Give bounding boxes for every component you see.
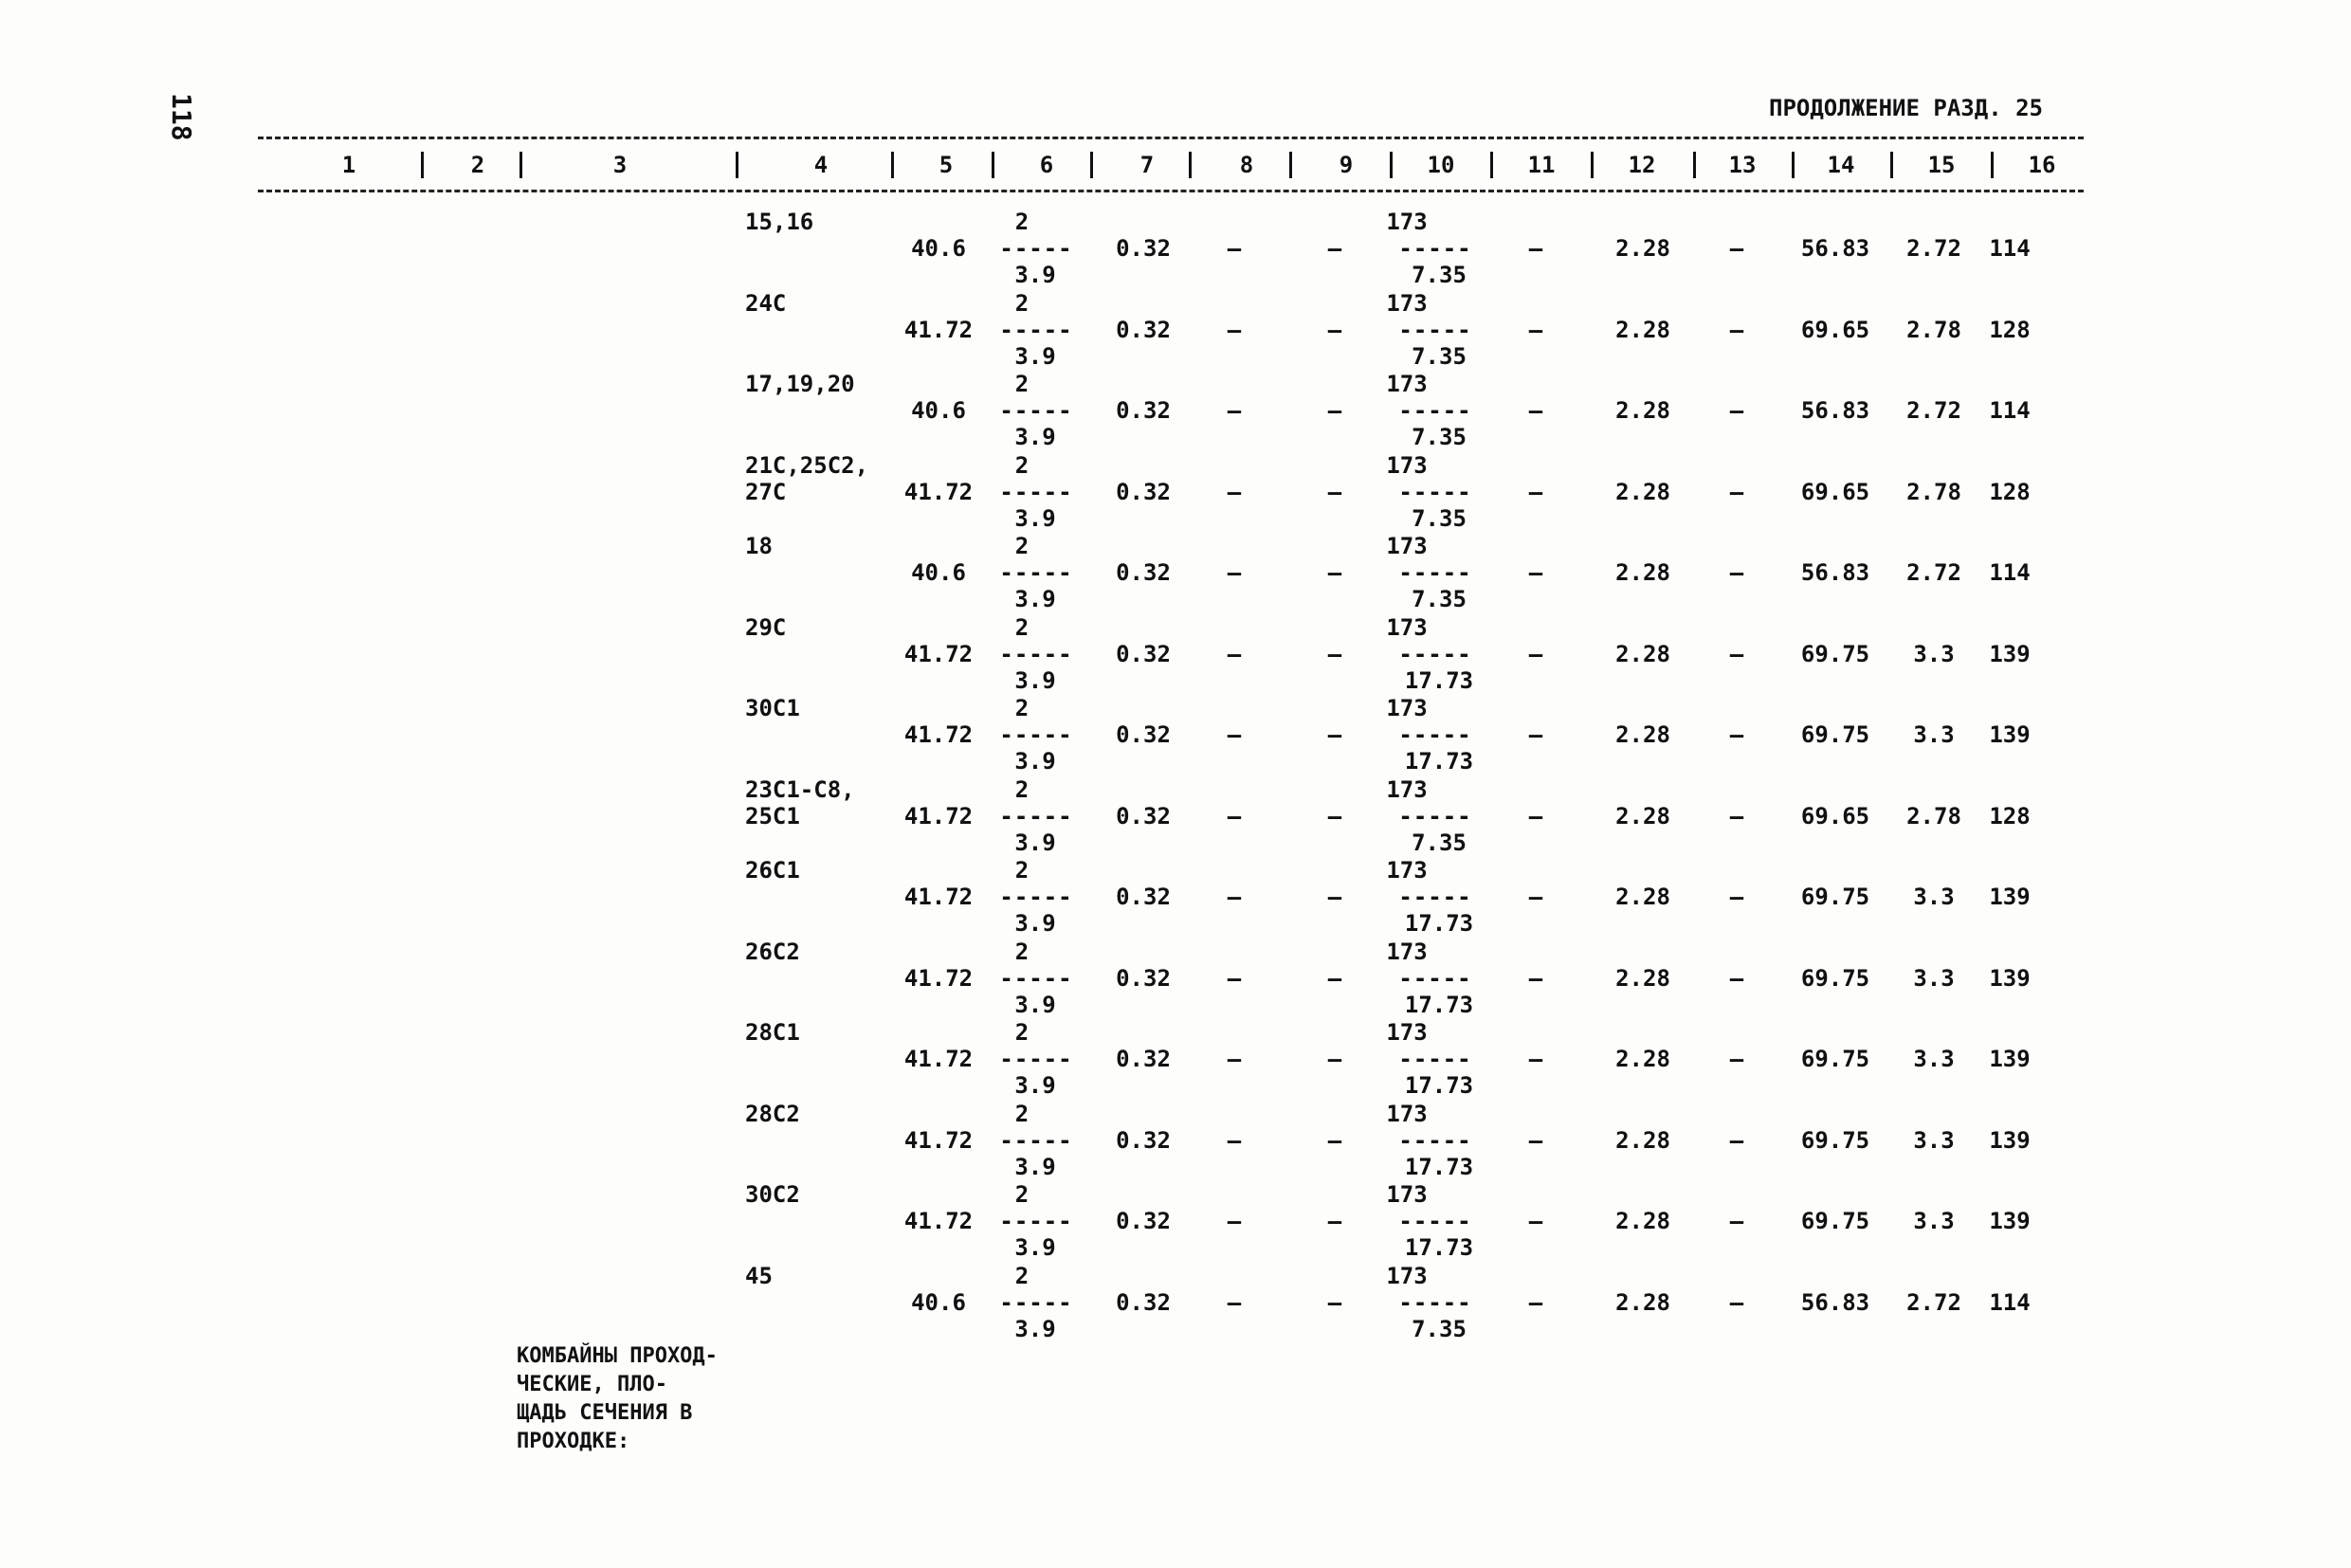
cell-col-13: – [1729,478,1744,505]
cell-col-5: 41.72 [903,884,974,910]
designation: 24C [745,289,787,317]
cell-col-6-fraction-bar: ----- [999,559,1073,586]
designation: 27C [745,478,787,505]
cell-col-8: – [1227,316,1242,343]
cell-col-7: 0.32 [1116,397,1171,424]
cell-col-6-fraction-bar: ----- [999,1208,1073,1234]
cell-col-11: – [1528,964,1543,992]
designation: 18 [745,533,773,559]
cell-col-13: – [1729,640,1744,667]
designation: 25C1 [745,802,800,830]
cell-col-9: – [1327,640,1342,667]
cell-col-10-denominator: 17.73 [1404,748,1474,775]
footnote-line: КОМБАЙНЫ ПРОХОД- [517,1344,718,1368]
cell-col-10-fraction-bar: ----- [1398,1046,1472,1072]
cell-col-7: 0.32 [1116,884,1171,910]
cell-col-14: 69.75 [1800,640,1870,667]
designation: 28C2 [745,1100,800,1127]
cell-col-8: – [1227,1126,1242,1154]
cell-col-8: – [1227,397,1242,424]
cell-col-10-numerator: 173 [1386,695,1428,721]
cell-col-12: 2.28 [1615,802,1670,830]
cell-col-7: 0.32 [1116,721,1171,748]
cell-col-10-denominator: 17.73 [1404,1234,1474,1261]
cell-col-13: – [1729,802,1744,830]
cell-col-13: – [1729,316,1744,343]
cell-col-11: – [1528,1208,1543,1234]
cell-col-6-fraction-bar: ----- [999,397,1073,424]
cell-col-13: – [1729,884,1744,910]
cell-col-6-numerator: 2 [1014,1100,1030,1127]
cell-col-7: 0.32 [1116,802,1171,830]
cell-col-6-denominator: 3.9 [1014,504,1056,532]
cell-col-6-numerator: 2 [1014,857,1030,884]
column-header-4: 4 [813,152,829,178]
designation: 45 [745,1262,773,1289]
cell-col-10-denominator: 17.73 [1404,666,1474,694]
cell-col-10-fraction-bar: ----- [1398,802,1472,830]
cell-col-15: 2.72 [1906,559,1961,586]
cell-col-8: – [1227,802,1242,830]
cell-col-6-numerator: 2 [1014,695,1030,721]
column-header-13: 13 [1728,152,1757,178]
cell-col-14: 69.75 [1800,1126,1870,1154]
cell-col-7: 0.32 [1116,316,1171,343]
cell-col-16: 139 [1989,964,2031,992]
cell-col-7: 0.32 [1116,1126,1171,1154]
cell-col-8: – [1227,1288,1242,1316]
cell-col-6-fraction-bar: ----- [999,884,1073,910]
designation: 28C1 [745,1019,800,1046]
cell-col-6-numerator: 2 [1014,938,1030,965]
cell-col-15: 2.78 [1906,316,1961,343]
cell-col-16: 128 [1989,802,2031,830]
cell-col-12: 2.28 [1615,1126,1670,1154]
cell-col-6-fraction-bar: ----- [999,478,1073,505]
cell-col-11: – [1528,397,1543,424]
cell-col-9: – [1327,802,1342,830]
cell-col-12: 2.28 [1615,559,1670,586]
cell-col-16: 139 [1989,884,2031,910]
cell-col-16: 114 [1989,235,2031,262]
cell-col-6-numerator: 2 [1014,209,1030,235]
cell-col-14: 69.75 [1800,721,1870,748]
cell-col-6-denominator: 3.9 [1014,748,1056,775]
cell-col-9: – [1327,1288,1342,1316]
designation: 23C1-C8, [745,775,855,803]
cell-col-6-numerator: 2 [1014,533,1030,559]
cell-col-5: 41.72 [903,964,974,992]
designation: 30C2 [745,1181,800,1208]
cell-col-14: 56.83 [1800,1288,1870,1316]
cell-col-11: – [1528,316,1543,343]
cell-col-10-numerator: 173 [1386,1262,1428,1289]
cell-col-10-fraction-bar: ----- [1398,235,1472,262]
cell-col-6-numerator: 2 [1014,289,1030,317]
column-header-1: 1 [341,152,356,178]
cell-col-5: 40.6 [911,559,966,586]
cell-col-6-numerator: 2 [1014,451,1030,479]
column-header-6: 6 [1039,152,1054,178]
cell-col-6-denominator: 3.9 [1014,1315,1056,1342]
cell-col-10-numerator: 173 [1386,533,1428,559]
column-header-7: 7 [1139,152,1155,178]
cell-col-11: – [1528,478,1543,505]
cell-col-15: 2.78 [1906,478,1961,505]
cell-col-5: 41.72 [903,1126,974,1154]
cell-col-13: – [1729,397,1744,424]
cell-col-10-denominator: 17.73 [1404,910,1474,937]
cell-col-7: 0.32 [1116,1288,1171,1316]
cell-col-10-denominator: 7.35 [1412,262,1467,288]
cell-col-8: – [1227,884,1242,910]
cell-col-12: 2.28 [1615,964,1670,992]
cell-col-5: 41.72 [903,1046,974,1072]
column-header-16: 16 [2028,152,2056,178]
cell-col-12: 2.28 [1615,478,1670,505]
cell-col-11: – [1528,721,1543,748]
cell-col-6-denominator: 3.9 [1014,262,1056,288]
cell-col-16: 139 [1989,1126,2031,1154]
cell-col-13: – [1729,559,1744,586]
designation: 29C [745,613,787,641]
cell-col-8: – [1227,964,1242,992]
cell-col-10-numerator: 173 [1386,209,1428,235]
cell-col-6-fraction-bar: ----- [999,1126,1073,1154]
cell-col-12: 2.28 [1615,721,1670,748]
cell-col-16: 114 [1989,1288,2031,1316]
cell-col-10-denominator: 17.73 [1404,1072,1474,1099]
cell-col-8: – [1227,235,1242,262]
cell-col-5: 41.72 [903,316,974,343]
cell-col-13: – [1729,1208,1744,1234]
cell-col-10-denominator: 7.35 [1412,829,1467,856]
column-header-8: 8 [1239,152,1254,178]
cell-col-11: – [1528,640,1543,667]
cell-col-6-fraction-bar: ----- [999,235,1073,262]
cell-col-14: 56.83 [1800,559,1870,586]
cell-col-6-fraction-bar: ----- [999,1288,1073,1316]
cell-col-6-fraction-bar: ----- [999,721,1073,748]
cell-col-12: 2.28 [1615,884,1670,910]
cell-col-10-fraction-bar: ----- [1398,640,1472,667]
cell-col-15: 3.3 [1913,721,1955,748]
cell-col-13: – [1729,964,1744,992]
cell-col-16: 128 [1989,478,2031,505]
cell-col-14: 69.65 [1800,316,1870,343]
cell-col-9: – [1327,1126,1342,1154]
designation: 17,19,20 [745,371,855,397]
footnote-line: ЧЕСКИЕ, ПЛО- [517,1373,667,1396]
cell-col-10-fraction-bar: ----- [1398,1288,1472,1316]
cell-col-6-denominator: 3.9 [1014,829,1056,856]
cell-col-14: 69.65 [1800,802,1870,830]
footnote-line: ЩАДЬ СЕЧЕНИЯ В [517,1401,693,1425]
cell-col-8: – [1227,1208,1242,1234]
cell-col-10-denominator: 7.35 [1412,586,1467,612]
cell-col-15: 3.3 [1913,1126,1955,1154]
designation: 21C,25C2, [745,451,869,479]
cell-col-5: 41.72 [903,802,974,830]
cell-col-10-fraction-bar: ----- [1398,559,1472,586]
cell-col-6-numerator: 2 [1014,1019,1030,1046]
cell-col-7: 0.32 [1116,235,1171,262]
cell-col-6-denominator: 3.9 [1014,1234,1056,1261]
cell-col-6-denominator: 3.9 [1014,1072,1056,1099]
cell-col-12: 2.28 [1615,1046,1670,1072]
cell-col-10-numerator: 173 [1386,613,1428,641]
cell-col-15: 3.3 [1913,1208,1955,1234]
cell-col-10-numerator: 173 [1386,451,1428,479]
column-header-12: 12 [1628,152,1656,178]
cell-col-15: 2.78 [1906,802,1961,830]
cell-col-8: – [1227,640,1242,667]
cell-col-6-numerator: 2 [1014,1262,1030,1289]
cell-col-10-fraction-bar: ----- [1398,1208,1472,1234]
cell-col-7: 0.32 [1116,1046,1171,1072]
cell-col-6-denominator: 3.9 [1014,1153,1056,1180]
cell-col-10-fraction-bar: ----- [1398,1126,1472,1154]
cell-col-6-denominator: 3.9 [1014,910,1056,937]
cell-col-10-fraction-bar: ----- [1398,721,1472,748]
cell-col-12: 2.28 [1615,316,1670,343]
cell-col-15: 2.72 [1906,397,1961,424]
cell-col-9: – [1327,397,1342,424]
cell-col-9: – [1327,316,1342,343]
designation: 30C1 [745,695,800,721]
column-header-11: 11 [1527,152,1556,178]
cell-col-7: 0.32 [1116,478,1171,505]
cell-col-15: 2.72 [1906,235,1961,262]
cell-col-12: 2.28 [1615,235,1670,262]
cell-col-5: 41.72 [903,478,974,505]
cell-col-6-denominator: 3.9 [1014,666,1056,694]
cell-col-15: 3.3 [1913,884,1955,910]
cell-col-10-denominator: 7.35 [1412,504,1467,532]
cell-col-11: – [1528,1126,1543,1154]
cell-col-13: – [1729,721,1744,748]
cell-col-9: – [1327,964,1342,992]
cell-col-5: 40.6 [911,235,966,262]
cell-col-16: 114 [1989,397,2031,424]
cell-col-12: 2.28 [1615,397,1670,424]
cell-col-11: – [1528,235,1543,262]
cell-col-8: – [1227,1046,1242,1072]
cell-col-12: 2.28 [1615,640,1670,667]
cell-col-10-numerator: 173 [1386,1019,1428,1046]
cell-col-13: – [1729,235,1744,262]
cell-col-6-fraction-bar: ----- [999,1046,1073,1072]
cell-col-8: – [1227,478,1242,505]
cell-col-7: 0.32 [1116,964,1171,992]
cell-col-8: – [1227,559,1242,586]
cell-col-15: 2.72 [1906,1288,1961,1316]
cell-col-7: 0.32 [1116,559,1171,586]
cell-col-15: 3.3 [1913,964,1955,992]
cell-col-5: 40.6 [911,397,966,424]
cell-col-5: 41.72 [903,721,974,748]
column-header-15: 15 [1927,152,1956,178]
cell-col-6-numerator: 2 [1014,371,1030,397]
cell-col-15: 3.3 [1913,1046,1955,1072]
cell-col-6-numerator: 2 [1014,613,1030,641]
cell-col-9: – [1327,1046,1342,1072]
cell-col-6-fraction-bar: ----- [999,640,1073,667]
cell-col-11: – [1528,559,1543,586]
column-header-2: 2 [470,152,485,178]
cell-col-13: – [1729,1046,1744,1072]
cell-col-16: 128 [1989,316,2031,343]
cell-col-10-numerator: 173 [1386,289,1428,317]
cell-col-11: – [1528,802,1543,830]
column-header-9: 9 [1339,152,1354,178]
cell-col-10-numerator: 173 [1386,938,1428,965]
cell-col-13: – [1729,1126,1744,1154]
cell-col-6-numerator: 2 [1014,1181,1030,1208]
cell-col-9: – [1327,559,1342,586]
cell-col-6-fraction-bar: ----- [999,316,1073,343]
cell-col-9: – [1327,478,1342,505]
cell-col-10-numerator: 173 [1386,1100,1428,1127]
cell-col-10-fraction-bar: ----- [1398,397,1472,424]
cell-col-7: 0.32 [1116,640,1171,667]
cell-col-6-denominator: 3.9 [1014,991,1056,1018]
column-header-14: 14 [1827,152,1855,178]
page-number: 118 [166,93,197,141]
cell-col-7: 0.32 [1116,1208,1171,1234]
cell-col-14: 56.83 [1800,235,1870,262]
cell-col-9: – [1327,235,1342,262]
cell-col-9: – [1327,721,1342,748]
footnote [517,1342,744,1456]
cell-col-10-denominator: 7.35 [1412,1315,1467,1342]
cell-col-12: 2.28 [1615,1288,1670,1316]
column-header-3: 3 [612,152,628,178]
cell-col-10-denominator: 17.73 [1404,1153,1474,1180]
cell-col-11: – [1528,1046,1543,1072]
cell-col-10-fraction-bar: ----- [1398,964,1472,992]
cell-col-10-denominator: 7.35 [1412,424,1467,450]
cell-col-14: 69.75 [1800,1046,1870,1072]
cell-col-16: 114 [1989,559,2031,586]
cell-col-14: 69.75 [1800,1208,1870,1234]
cell-col-5: 41.72 [903,640,974,667]
column-header-5: 5 [939,152,954,178]
cell-col-10-fraction-bar: ----- [1398,316,1472,343]
cell-col-13: – [1729,1288,1744,1316]
cell-col-8: – [1227,721,1242,748]
cell-col-10-fraction-bar: ----- [1398,884,1472,910]
cell-col-10-fraction-bar: ----- [1398,478,1472,505]
cell-col-10-numerator: 173 [1386,775,1428,803]
cell-col-6-fraction-bar: ----- [999,964,1073,992]
cell-col-5: 41.72 [903,1208,974,1234]
cell-col-14: 69.65 [1800,478,1870,505]
cell-col-6-numerator: 2 [1014,775,1030,803]
cell-col-16: 139 [1989,1046,2031,1072]
cell-col-5: 40.6 [911,1288,966,1316]
cell-col-16: 139 [1989,1208,2031,1234]
cell-col-15: 3.3 [1913,640,1955,667]
cell-col-11: – [1528,1288,1543,1316]
cell-col-10-numerator: 173 [1386,371,1428,397]
cell-col-6-fraction-bar: ----- [999,802,1073,830]
cell-col-10-numerator: 173 [1386,857,1428,884]
cell-col-12: 2.28 [1615,1208,1670,1234]
cell-col-10-numerator: 173 [1386,1181,1428,1208]
cell-col-16: 139 [1989,640,2031,667]
cell-col-6-denominator: 3.9 [1014,586,1056,612]
cell-col-9: – [1327,884,1342,910]
cell-col-10-denominator: 7.35 [1412,342,1467,370]
cell-col-16: 139 [1989,721,2031,748]
designation: 26C2 [745,938,800,965]
designation: 15,16 [745,209,814,235]
cell-col-6-denominator: 3.9 [1014,424,1056,450]
column-header-10: 10 [1427,152,1455,178]
cell-col-14: 56.83 [1800,397,1870,424]
cell-col-10-denominator: 17.73 [1404,991,1474,1018]
cell-col-14: 69.75 [1800,884,1870,910]
designation: 26C1 [745,857,800,884]
cell-col-6-denominator: 3.9 [1014,342,1056,370]
cell-col-14: 69.75 [1800,964,1870,992]
cell-col-9: – [1327,1208,1342,1234]
section-continuation-label: ПРОДОЛЖЕНИЕ РАЗД. 25 [1769,95,2043,121]
footnote-line: ПРОХОДКЕ: [517,1430,630,1453]
cell-col-11: – [1528,884,1543,910]
